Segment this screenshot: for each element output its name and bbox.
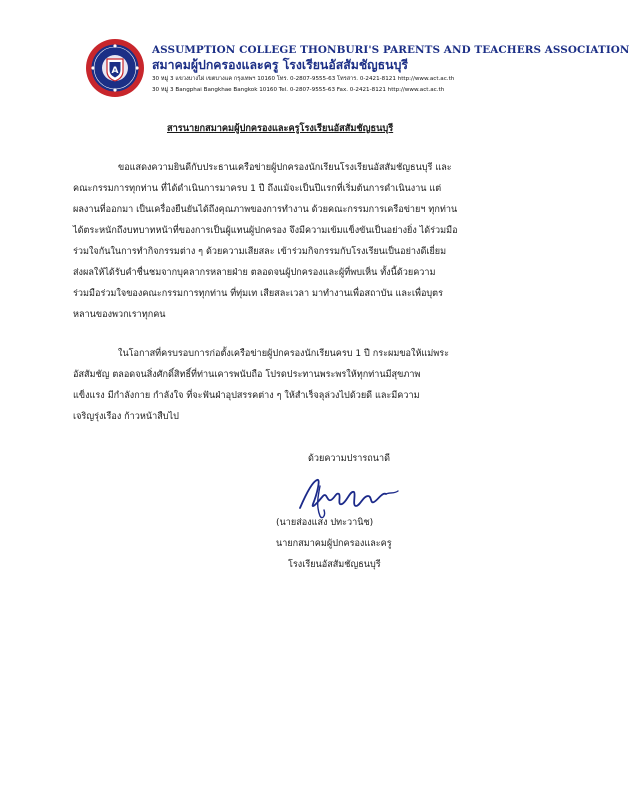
svg-text:A: A bbox=[111, 66, 119, 76]
closing-text: ด้วยความปรารถนาดี bbox=[308, 454, 391, 464]
body-line: ได้ตระหนักถึงบทบาทหน้าที่ของการเป็นผู้แทนผู้ปกครอง จึงมีความเข้มแข็งขันเป็นอย่างยิ่ง ได้ร่วมมือ bbox=[73, 226, 458, 236]
org-name-th: สมาคมผู้ปกครองและครู โรงเรียนอัสสัมชัญธนบุรี bbox=[152, 58, 408, 72]
signer-name: (นายส่องแสง ปทะวานิช) bbox=[276, 518, 374, 528]
body-line: แข็งแรง มีกำลังกาย กำลังใจ ที่จะฟันฝ่าอุปสรรคต่าง ๆ ให้สำเร็จลุล่วงไปด้วยดี และมีความ bbox=[73, 391, 420, 401]
body-line: ร่วมมือร่วมใจของคณะกรรมการทุกท่าน ที่ทุ่มเท เสียสละเวลา มาทำงานเพื่อสถาบัน และเพื่อบุตร bbox=[73, 289, 443, 299]
body-line: อัสสัมชัญ ตลอดจนสิ่งศักดิ์สิทธิ์ที่ท่านเคารพนับถือ โปรดประทานพระพรให้ทุกท่านมีสุขภาพ bbox=[73, 370, 421, 380]
body-line: ในโอกาสที่ครบรอบการก่อตั้งเครือข่ายผู้ปกครองนักเรียนครบ 1 ปี กระผมขอให้แม่พระ bbox=[118, 349, 450, 359]
body-line: เจริญรุ่งเรือง ก้าวหน้าสืบไป bbox=[73, 412, 179, 422]
body-line: คณะกรรมการทุกท่าน ที่ได้ดำเนินการมาครบ 1 ปี ถึงแม้จะเป็นปีแรกที่เริ่มต้นการดำเนินงาน แต่ bbox=[73, 184, 442, 194]
body-line: ส่งผลให้ได้รับคำชื่นชมจากบุคลากรหลายฝ่าย ตลอดจนผู้ปกครองและผู้ที่พบเห็น ทั้งนี้ด้วยความ bbox=[73, 268, 436, 278]
body-line: หลานของพวกเราทุกคน bbox=[73, 310, 166, 320]
handwritten-signature bbox=[290, 472, 410, 522]
body-line: ผลงานที่ออกมา เป็นเครื่องยืนยันได้ถึงคุณภาพของการทำงาน ด้วยคณะกรรมการเครือข่ายฯ ทุกท่าน bbox=[73, 205, 458, 215]
association-seal-logo bbox=[85, 38, 145, 98]
letter-title: สารนายกสมาคมผู้ปกครองและครูโรงเรียนอัสสัมชัญธนบุรี bbox=[167, 123, 394, 134]
org-name-en: ASSUMPTION COLLEGE THONBURI'S PARENTS AND TEACHERS ASSOCIATION bbox=[152, 44, 630, 56]
body-line: ขอแสดงความยินดีกับประธานเครือข่ายผู้ปกครองนักเรียนโรงเรียนอัสสัมชัญธนบุรี และ bbox=[118, 163, 452, 173]
signer-organization: โรงเรียนอัสสัมชัญธนบุรี bbox=[288, 560, 381, 570]
body-line: ร่วมใจกันในการทำกิจกรรมต่าง ๆ ด้วยความเสียสละ เข้าร่วมกิจกรรมกับโรงเรียนเป็นอย่างดีเยี่ยม bbox=[73, 247, 447, 257]
address-english: 30 หมู่ 3 Bangphai Bangkhae Bangkok 10160 Tel. 0-2807-9555-63 Fax. 0-2421-8121 http://www.act.ac.th bbox=[152, 87, 445, 93]
signer-title: นายกสมาคมผู้ปกครองและครู bbox=[276, 539, 392, 549]
address-thai: 30 หมู่ 3 แขวงบางไผ่ เขตบางแค กรุงเทพฯ 10160 โทร. 0-2807-9555-63 โทรสาร. 0-2421-8121 http://www.act.ac.th bbox=[152, 76, 455, 82]
